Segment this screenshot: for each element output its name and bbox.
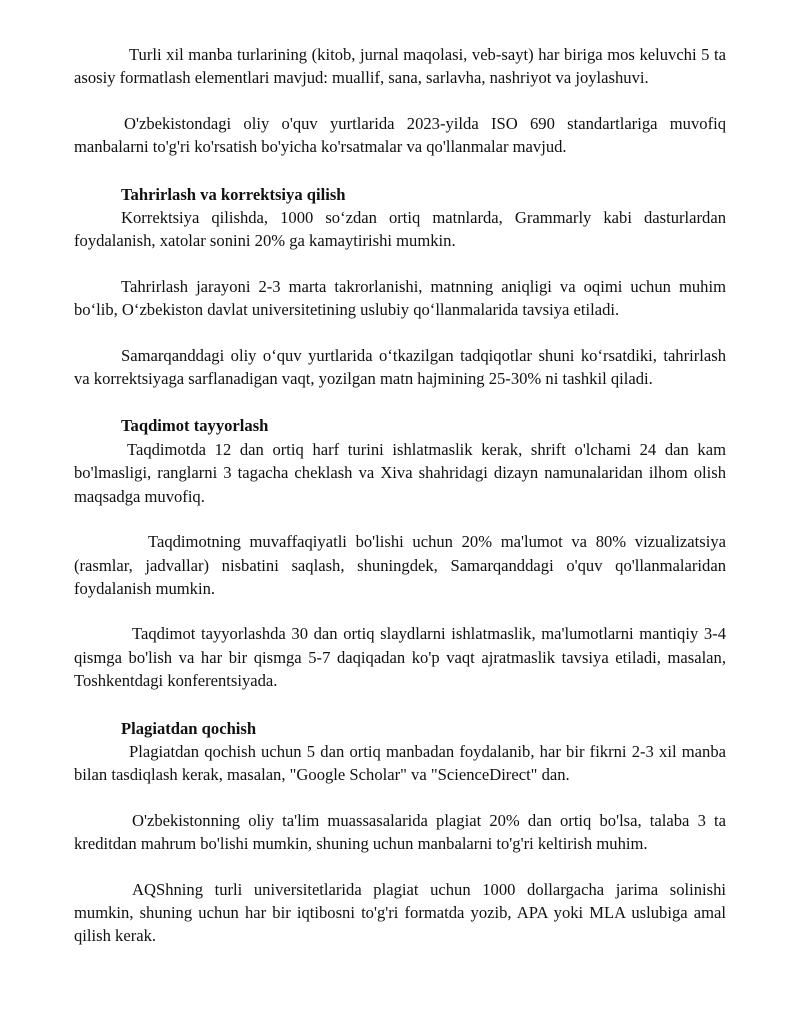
- paragraph-proofreading: Korrektsiya qilishda, 1000 so‘zdan ortiq matnlarda, Grammarly kabi dasturlardan foydalanish, xatolar sonini 20% ga kamaytirishi mumkin.: [74, 208, 726, 251]
- paragraph-plagiarism-usa: AQShning turli universitetlarida plagiat uchun 1000 dollargacha jarima solinishi mumkin, shuning uchun har bir iqtibosni to'g'ri formatda yozib, APA yoki MLA uslubiga amal qilish kerak.: [74, 879, 726, 946]
- paragraph-presentation-ratio: Taqdimotning muvaffaqiyatli bo'lishi uchun 20% ma'lumot va 80% vizualizatsiya (rasmlar, jadvallar) nisbatini saqlash, shuningdek, Samarqanddagi o'quv qo'llanmalaridan foydalanish mumkin.: [74, 532, 726, 598]
- paragraph-iso-690: O'zbekistondagi oliy o'quv yurtlarida 2023-yilda ISO 690 standartlariga muvofiq manbalarni to'g'ri ko'rsatish bo'yicha ko'rsatmalar va qo'llanmalar mavjud.: [74, 113, 726, 157]
- heading-presentation: Taqdimot tayyorlash: [121, 416, 269, 436]
- paragraph-plagiarism-uzbekistan: O'zbekistonning oliy ta'lim muassasalarida plagiat 20% dan ortiq bo'lsa, talaba 3 ta kreditdan mahrum bo'lishi mumkin, shuning uchun manbalarni to'g'ri keltirish muhim.: [74, 810, 726, 854]
- paragraph-presentation-slides: Taqdimot tayyorlashda 30 dan ortiq slaydlarni ishlatmaslik, ma'lumotlarni mantiqiy 3-4 qismga bo'lish va har bir qismga 5-7 daqiqadan ko'p vaqt ajratmaslik tavsiya etiladi, masalan, Toshkentdagi konferentsiyada.: [74, 624, 726, 691]
- document-page: [74, 43, 726, 948]
- paragraph-source-formatting: Turli xil manba turlarining (kitob, jurnal maqolasi, veb-sayt) har biriga mos keluvchi 5 ta asosiy formatlash elementlari mavjud: muallif, sana, sarlavha, nashriyot va joylashuvi.: [74, 45, 726, 88]
- paragraph-editing-process: Tahrirlash jarayoni 2-3 marta takrorlanishi, matnning aniqligi va oqimi uchun muhim bo‘lib, O‘zbekiston davlat universitetining uslubiy qo‘llanmalarida tavsiya etiladi.: [74, 276, 726, 320]
- paragraph-presentation-fonts: Taqdimotda 12 dan ortiq harf turini ishlatmaslik kerak, shrift o'lchami 24 dan kam bo'lmasligi, ranglarni 3 tagacha cheklash va Xiva shahridagi dizayn namunalaridan ilhom olish maqsadga muvofiq.: [74, 439, 726, 506]
- heading-plagiarism: Plagiatdan qochish: [121, 718, 257, 738]
- heading-editing: Tahrirlash va korrektsiya qilish: [121, 184, 346, 204]
- paragraph-samarkand-research: Samarqanddagi oliy o‘quv yurtlarida o‘tkazilgan tadqiqotlar shuni ko‘rsatdiki, tahrirlash va korrektsiyaga sarflanadigan vaqt, yozilgan matn hajmining 25-30% ni tashkil qiladi.: [74, 345, 726, 389]
- paragraph-plagiarism-sources: Plagiatdan qochish uchun 5 dan ortiq manbadan foydalanib, har bir fikrni 2-3 xil manba bilan tasdiqlash kerak, masalan, "Google Scholar" va "ScienceDirect" dan.: [74, 741, 726, 785]
